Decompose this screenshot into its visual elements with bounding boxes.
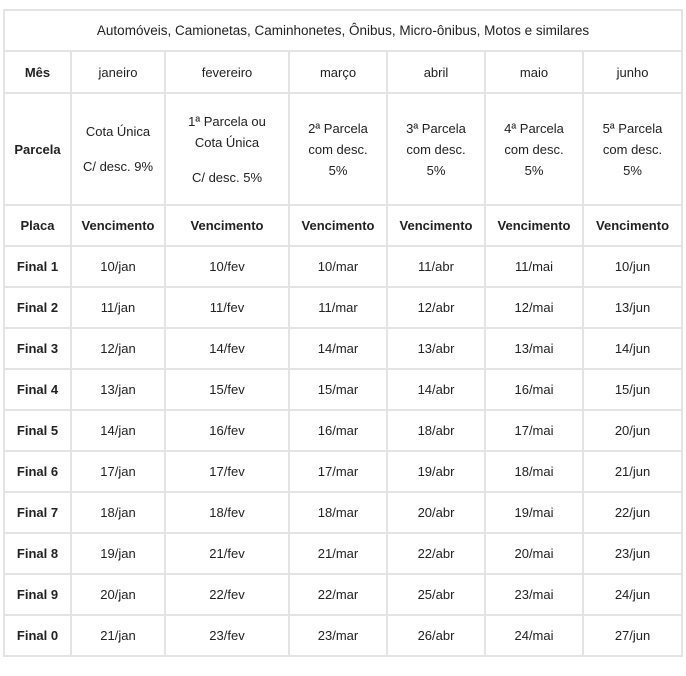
- table-row: [4, 615, 682, 656]
- due-date-cell: 15/mar: [289, 369, 387, 410]
- table-row: [4, 492, 682, 533]
- parcela-discount: C/ desc. 5%: [191, 169, 263, 185]
- due-date-cell: 14/jun: [583, 328, 682, 369]
- due-date-cell: 14/jan: [71, 410, 165, 451]
- parcela-line: com desc.: [602, 141, 663, 157]
- parcela-line: com desc.: [308, 141, 368, 157]
- parcela-cell: [165, 93, 289, 205]
- due-date-cell: 12/abr: [387, 287, 485, 328]
- due-date-cell: 22/fev: [165, 574, 289, 615]
- due-date-cell: 23/jun: [583, 533, 682, 574]
- due-date-cell: 12/mai: [485, 287, 583, 328]
- due-date-cell: 18/mai: [485, 451, 583, 492]
- due-date-cell: 13/abr: [387, 328, 485, 369]
- due-date-cell: 27/jun: [583, 615, 682, 656]
- month-header: maio: [485, 51, 583, 93]
- due-date-cell: 26/abr: [387, 615, 485, 656]
- due-date-cell: 22/jun: [583, 492, 682, 533]
- due-date-cell: 19/mai: [485, 492, 583, 533]
- parcela-line: 1ª Parcela ou: [188, 113, 266, 129]
- vencimento-label: Vencimento: [289, 205, 387, 246]
- placa-final: Final 6: [4, 451, 71, 492]
- parcela-line: Cota Única: [194, 134, 260, 150]
- parcela-discount: 5%: [328, 162, 348, 178]
- placa-final: Final 1: [4, 246, 71, 287]
- parcela-discount: 5%: [623, 162, 642, 178]
- due-date-cell: 24/jun: [583, 574, 682, 615]
- month-row: [4, 51, 682, 93]
- table-row: [4, 410, 682, 451]
- placa-final: Final 5: [4, 410, 71, 451]
- due-date-cell: 16/mai: [485, 369, 583, 410]
- due-date-cell: 13/mai: [485, 328, 583, 369]
- due-date-cell: 11/mar: [289, 287, 387, 328]
- table-row: [4, 574, 682, 615]
- table-row: [4, 369, 682, 410]
- placa-final: Final 4: [4, 369, 71, 410]
- due-date-cell: 24/mai: [485, 615, 583, 656]
- vencimento-label: Vencimento: [387, 205, 485, 246]
- parcela-cell: [289, 93, 387, 205]
- table-row: [4, 328, 682, 369]
- parcela-cell: [387, 93, 485, 205]
- month-header: março: [289, 51, 387, 93]
- due-date-cell: 11/abr: [387, 246, 485, 287]
- title-row: [4, 10, 682, 51]
- parcela-line: 5ª Parcela: [602, 120, 663, 136]
- vencimento-label: Vencimento: [485, 205, 583, 246]
- parcela-discount: 5%: [426, 162, 446, 178]
- table-row: [4, 533, 682, 574]
- due-date-cell: 15/fev: [165, 369, 289, 410]
- parcela-line: 4ª Parcela: [504, 120, 564, 136]
- due-date-cell: 14/mar: [289, 328, 387, 369]
- due-date-cell: 13/jan: [71, 369, 165, 410]
- due-date-cell: 10/jan: [71, 246, 165, 287]
- parcela-row: [4, 93, 682, 205]
- due-date-cell: 13/jun: [583, 287, 682, 328]
- due-date-cell: 21/mar: [289, 533, 387, 574]
- due-date-cell: 18/fev: [165, 492, 289, 533]
- due-date-cell: 21/fev: [165, 533, 289, 574]
- month-header: abril: [387, 51, 485, 93]
- table-row: [4, 451, 682, 492]
- month-header: janeiro: [71, 51, 165, 93]
- due-date-cell: 22/abr: [387, 533, 485, 574]
- due-date-cell: 11/mai: [485, 246, 583, 287]
- due-date-cell: 25/abr: [387, 574, 485, 615]
- parcela-line: 2ª Parcela: [308, 120, 368, 136]
- due-date-cell: 15/jun: [583, 369, 682, 410]
- table-row: [4, 246, 682, 287]
- month-header: junho: [583, 51, 682, 93]
- due-date-cell: 12/jan: [71, 328, 165, 369]
- due-date-cell: 20/jan: [71, 574, 165, 615]
- due-date-cell: 11/fev: [165, 287, 289, 328]
- due-date-cell: 10/mar: [289, 246, 387, 287]
- due-date-cell: 17/jan: [71, 451, 165, 492]
- placa-final: Final 8: [4, 533, 71, 574]
- parcela-discount: C/ desc. 9%: [82, 159, 154, 174]
- placa-final: Final 3: [4, 328, 71, 369]
- due-date-cell: 16/fev: [165, 410, 289, 451]
- mes-label: Mês: [4, 51, 71, 93]
- due-date-cell: 17/fev: [165, 451, 289, 492]
- table-title: Automóveis, Camionetas, Caminhonetes, Ônibus, Micro-ônibus, Motos e similares: [4, 10, 682, 51]
- due-date-cell: 18/mar: [289, 492, 387, 533]
- due-date-cell: 19/abr: [387, 451, 485, 492]
- placa-label: Placa: [4, 205, 71, 246]
- due-date-cell: 16/mar: [289, 410, 387, 451]
- due-date-cell: 23/fev: [165, 615, 289, 656]
- due-date-cell: 21/jun: [583, 451, 682, 492]
- placa-final: Final 2: [4, 287, 71, 328]
- vencimento-label: Vencimento: [71, 205, 165, 246]
- placa-final: Final 0: [4, 615, 71, 656]
- parcela-discount: 5%: [524, 162, 544, 178]
- parcela-line: Cota Única: [85, 124, 151, 139]
- month-header: fevereiro: [165, 51, 289, 93]
- due-date-cell: 20/abr: [387, 492, 485, 533]
- placa-final: Final 7: [4, 492, 71, 533]
- due-date-cell: 18/abr: [387, 410, 485, 451]
- due-date-cell: 17/mar: [289, 451, 387, 492]
- parcela-label: Parcela: [4, 93, 71, 205]
- parcela-line: com desc.: [406, 141, 466, 157]
- due-date-cell: 17/mai: [485, 410, 583, 451]
- parcela-line: com desc.: [504, 141, 564, 157]
- vencimento-label: Vencimento: [165, 205, 289, 246]
- due-date-cell: 22/mar: [289, 574, 387, 615]
- due-date-cell: 14/fev: [165, 328, 289, 369]
- parcela-cell: [485, 93, 583, 205]
- due-date-cell: 23/mar: [289, 615, 387, 656]
- due-date-cell: 10/jun: [583, 246, 682, 287]
- due-date-cell: 11/jan: [71, 287, 165, 328]
- table-row: [4, 287, 682, 328]
- placa-final: Final 9: [4, 574, 71, 615]
- due-date-cell: 14/abr: [387, 369, 485, 410]
- due-date-cell: 20/mai: [485, 533, 583, 574]
- data-rows: [4, 246, 682, 656]
- due-date-cell: 10/fev: [165, 246, 289, 287]
- due-date-cell: 19/jan: [71, 533, 165, 574]
- ipva-schedule: [3, 9, 681, 657]
- parcela-cell: [71, 93, 165, 205]
- vencimento-label: Vencimento: [583, 205, 682, 246]
- due-date-cell: 21/jan: [71, 615, 165, 656]
- due-date-cell: 20/jun: [583, 410, 682, 451]
- parcela-line: 3ª Parcela: [406, 120, 466, 136]
- ipva-table: [3, 9, 683, 657]
- due-date-cell: 18/jan: [71, 492, 165, 533]
- due-date-cell: 23/mai: [485, 574, 583, 615]
- vencimento-row: [4, 205, 682, 246]
- parcela-cell: [583, 93, 682, 205]
